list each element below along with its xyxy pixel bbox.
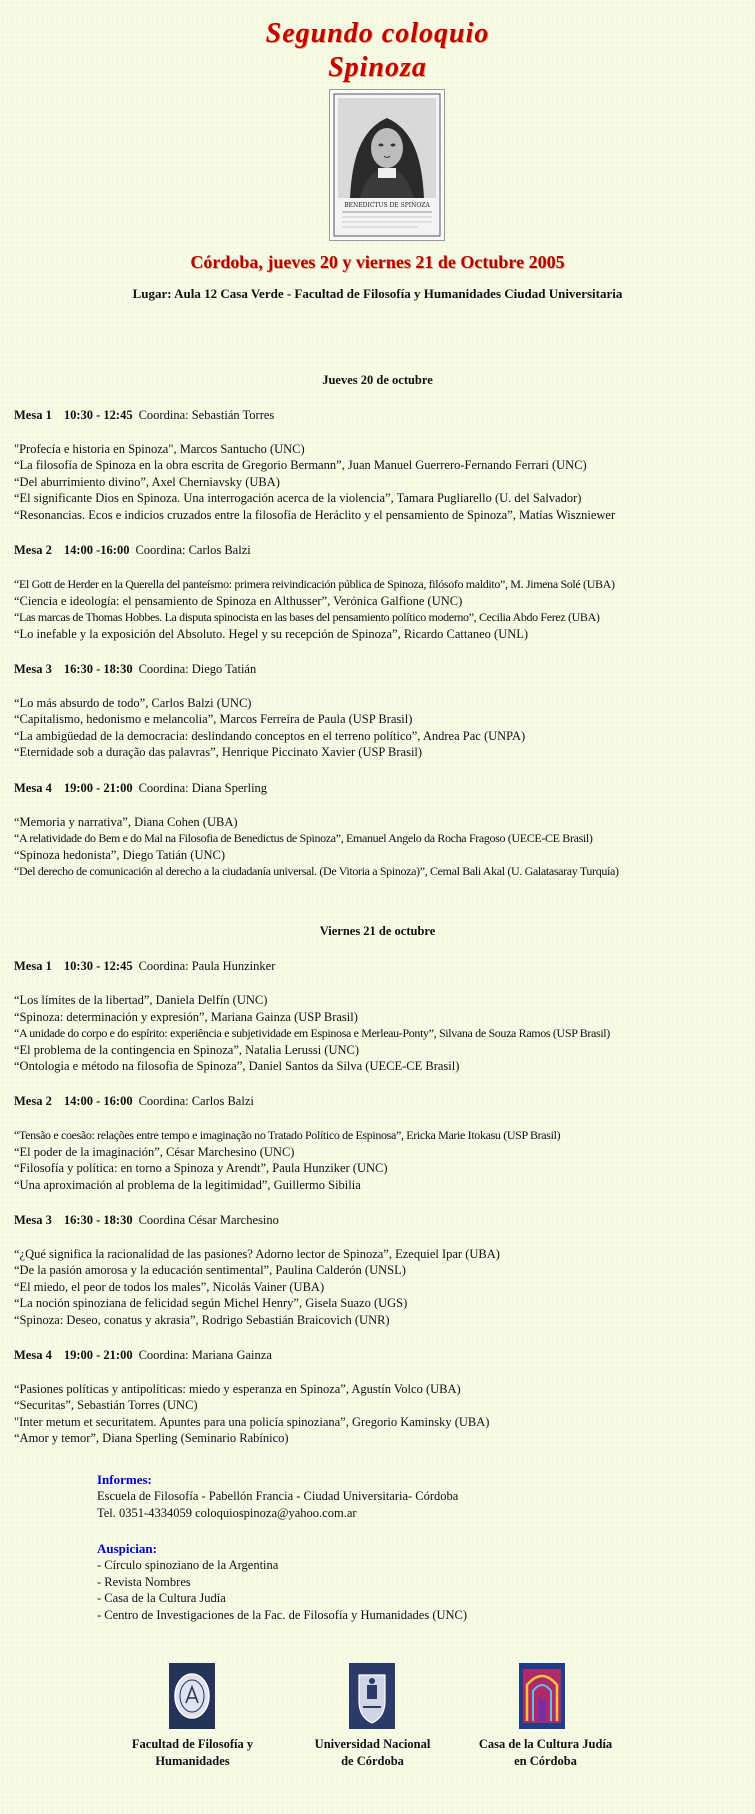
faculty-seal-icon: [169, 1663, 215, 1729]
university-logo: [349, 1663, 395, 1729]
talk: “Del derecho de comunicación al derecho a la ciudadanía universal. (De Vitoria a Spinoza)”, Cemal Bali Akal (U. Galatasaray Turquía): [14, 864, 619, 878]
talk: “Filosofía y política: en torno a Spinoza y Arendt”, Paula Hunziker (UNC): [14, 1161, 388, 1175]
day2-heading: Viernes 21 de octubre: [319, 924, 436, 938]
talk: “El poder de la imaginación”, César Marchesino (UNC): [14, 1145, 295, 1159]
day2-mesa3-header: Mesa 3 16:30 - 18:30 Coordina César Marchesino: [14, 1213, 279, 1227]
talk: “El problema de la contingencia en Spinoza”, Natalia Lerussi (UNC): [14, 1043, 360, 1057]
talk: “Securitas”, Sebastián Torres (UNC): [14, 1398, 198, 1412]
talk: “A relatividade do Bem e do Mal na Filosofia de Benedictus de Spinoza”, Emanuel Angelo da Rocha Fragoso (UECE-CE Brasil): [14, 831, 593, 845]
talk: “Los límites de la libertad”, Daniela Delfín (UNC): [14, 993, 268, 1007]
university-caption: Universidad Nacional de Córdoba: [314, 1737, 431, 1768]
talk: “Spinoza hedonista”, Diego Tatián (UNC): [14, 848, 225, 862]
talk: “Las marcas de Thomas Hobbes. La disputa spinocista en las bases del pensamiento político moderno”, Cecilia Abdo Ferez (UBA): [14, 610, 600, 624]
title-line-1: Segundo coloquio: [265, 18, 490, 49]
talk: “El significante Dios en Spinoza. Una interrogación acerca de la violencia”, Tamara Pugliarello (U. del Salvador): [14, 491, 582, 505]
talk: “Capitalismo, hedonismo e melancolia”, Marcos Ferreira de Paula (USP Brasil): [14, 712, 413, 726]
university-crest-icon: [349, 1663, 395, 1729]
faculty-logo: [169, 1663, 215, 1729]
sponsor-item: - Casa de la Cultura Judía: [97, 1591, 226, 1605]
talk: “Spinoza: determinación y expresión”, Mariana Gainza (USP Brasil): [14, 1010, 358, 1024]
informes-label: Informes:: [97, 1472, 152, 1487]
portrait-engraving-icon: [330, 90, 444, 240]
sponsor-item: - Círculo spinoziano de la Argentina: [97, 1558, 279, 1572]
day1-heading: Jueves 20 de octubre: [322, 373, 433, 387]
day2-mesa4-header: Mesa 4 19:00 - 21:00 Coordina: Mariana Gainza: [14, 1348, 272, 1362]
talk: “La ambigüedad de la democracia: deslindando conceptos en el terreno político”, Andrea Pac (UNPA): [14, 729, 526, 743]
talk: “Ontologia e método na filosofia de Spinoza”, Daniel Santos da Silva (UECE-CE Brasil): [14, 1059, 460, 1073]
talk: “La filosofía de Spinoza en la obra escrita de Gregorio Bermann”, Juan Manuel Guerrero-Fernando Ferrari (UNC): [14, 458, 587, 472]
talk: “Amor y temor”, Diana Sperling (Seminario Rabínico): [14, 1431, 289, 1445]
day1-mesa4-header: Mesa 4 19:00 - 21:00 Coordina: Diana Sperling: [14, 781, 268, 795]
talk: “Memoria y narrativa”, Diana Cohen (UBA): [14, 815, 238, 829]
talk: “¿Qué significa la racionalidad de las pasiones? Adorno lector de Spinoza”, Ezequiel Ipar (UBA): [14, 1247, 500, 1261]
talk: “A unidade do corpo e do espírito: experiência e subjetividade em Espinosa e Merleau-Ponty”, Silvana de Souza Ramos (USP Brasil): [14, 1026, 610, 1040]
talk: “Pasiones políticas y antipolíticas: miedo y esperanza en Spinoza”, Agustín Volco (UBA): [14, 1382, 461, 1396]
venue: Lugar: Aula 12 Casa Verde - Facultad de Filosofía y Humanidades Ciudad Universitaria: [132, 286, 623, 301]
talk: “Eternidade sob a duração das palavras”, Henrique Piccinato Xavier (USP Brasil): [14, 745, 423, 759]
event-date: Córdoba, jueves 20 y viernes 21 de Octubre 2005: [190, 252, 565, 272]
day2-mesa1-header: Mesa 1 10:30 - 12:45 Coordina: Paula Hunzinker: [14, 959, 276, 973]
talk: “Spinoza: Deseo, conatus y akrasia”, Rodrigo Sebastián Braicovich (UNR): [14, 1313, 390, 1327]
sponsor-item: - Centro de Investigaciones de la Fac. de Filosofía y Humanidades (UNC): [97, 1608, 468, 1622]
faculty-caption: Facultad de Filosofía y Humanidades: [131, 1737, 254, 1768]
talk: “Tensão e coesão: relações entre tempo e imaginação no Tratado Político de Espinosa”, Ericka Marie Itokasu (USP Brasil): [14, 1128, 561, 1142]
talk: "Profecía e historia en Spinoza", Marcos Santucho (UNC): [14, 442, 305, 456]
talk: "Inter metum et securitatem. Apuntes para una policía spinoziana”, Gregorio Kaminsky (UBA): [14, 1415, 490, 1429]
title-line-2: Spinoza: [328, 52, 427, 83]
cultural-house-logo: [519, 1663, 565, 1729]
talk: “El miedo, el peor de todos los males”, Nicolás Vainer (UBA): [14, 1280, 325, 1294]
talk: “Una aproximación al problema de la legitimidad”, Guillermo Sibilia: [14, 1178, 361, 1192]
cultural-house-caption: Casa de la Cultura Judía en Córdoba: [478, 1737, 613, 1768]
informes-contact: Tel. 0351-4334059 coloquiospinoza@yahoo.com.ar: [97, 1506, 357, 1520]
talk: “Resonancias. Ecos e indicios cruzados entre la filosofía de Heráclito y el pensamiento de Spinoza”, Matías Wiszniewer: [14, 508, 616, 522]
talk: “Ciencia e ideología: el pensamiento de Spinoza en Althusser”, Verónica Galfione (UNC): [14, 594, 463, 608]
day1-mesa1-header: Mesa 1 10:30 - 12:45 Coordina: Sebastián Torres: [14, 408, 275, 422]
talk: “El Gott de Herder en la Querella del panteísmo: primera reivindicación pública de Spinoza, filósofo maldito”, M. Jimena Solé (UBA): [14, 577, 615, 591]
talk: “Del aburrimiento divino”, Axel Cherniavsky (UBA): [14, 475, 280, 489]
informes-address: Escuela de Filosofía - Pabellón Francia - Ciudad Universitaria- Córdoba: [97, 1489, 459, 1503]
talk: “De la pasión amorosa y la educación sentimental”, Paulina Calderón (UNSL): [14, 1263, 406, 1277]
sponsor-item: - Revista Nombres: [97, 1575, 191, 1589]
talk: “Lo más absurdo de todo”, Carlos Balzi (UNC): [14, 696, 252, 710]
cultural-house-emblem-icon: [519, 1663, 565, 1729]
auspician-label: Auspician:: [97, 1541, 157, 1556]
talk: “Lo inefable y la exposición del Absoluto. Hegel y su recepción de Spinoza”, Ricardo Cattaneo (UNL): [14, 627, 529, 641]
spinoza-portrait: [329, 89, 445, 241]
day1-mesa3-header: Mesa 3 16:30 - 18:30 Coordina: Diego Tatián: [14, 662, 257, 676]
portrait-caption: BENEDICTUS DE SPINOZA: [344, 202, 430, 209]
day2-mesa2-header: Mesa 2 14:00 - 16:00 Coordina: Carlos Balzi: [14, 1094, 254, 1108]
day1-mesa2-header: Mesa 2 14:00 -16:00 Coordina: Carlos Balzi: [14, 543, 251, 557]
talk: “La noción spinoziana de felicidad según Michel Henry”, Gisela Suazo (UGS): [14, 1296, 408, 1310]
